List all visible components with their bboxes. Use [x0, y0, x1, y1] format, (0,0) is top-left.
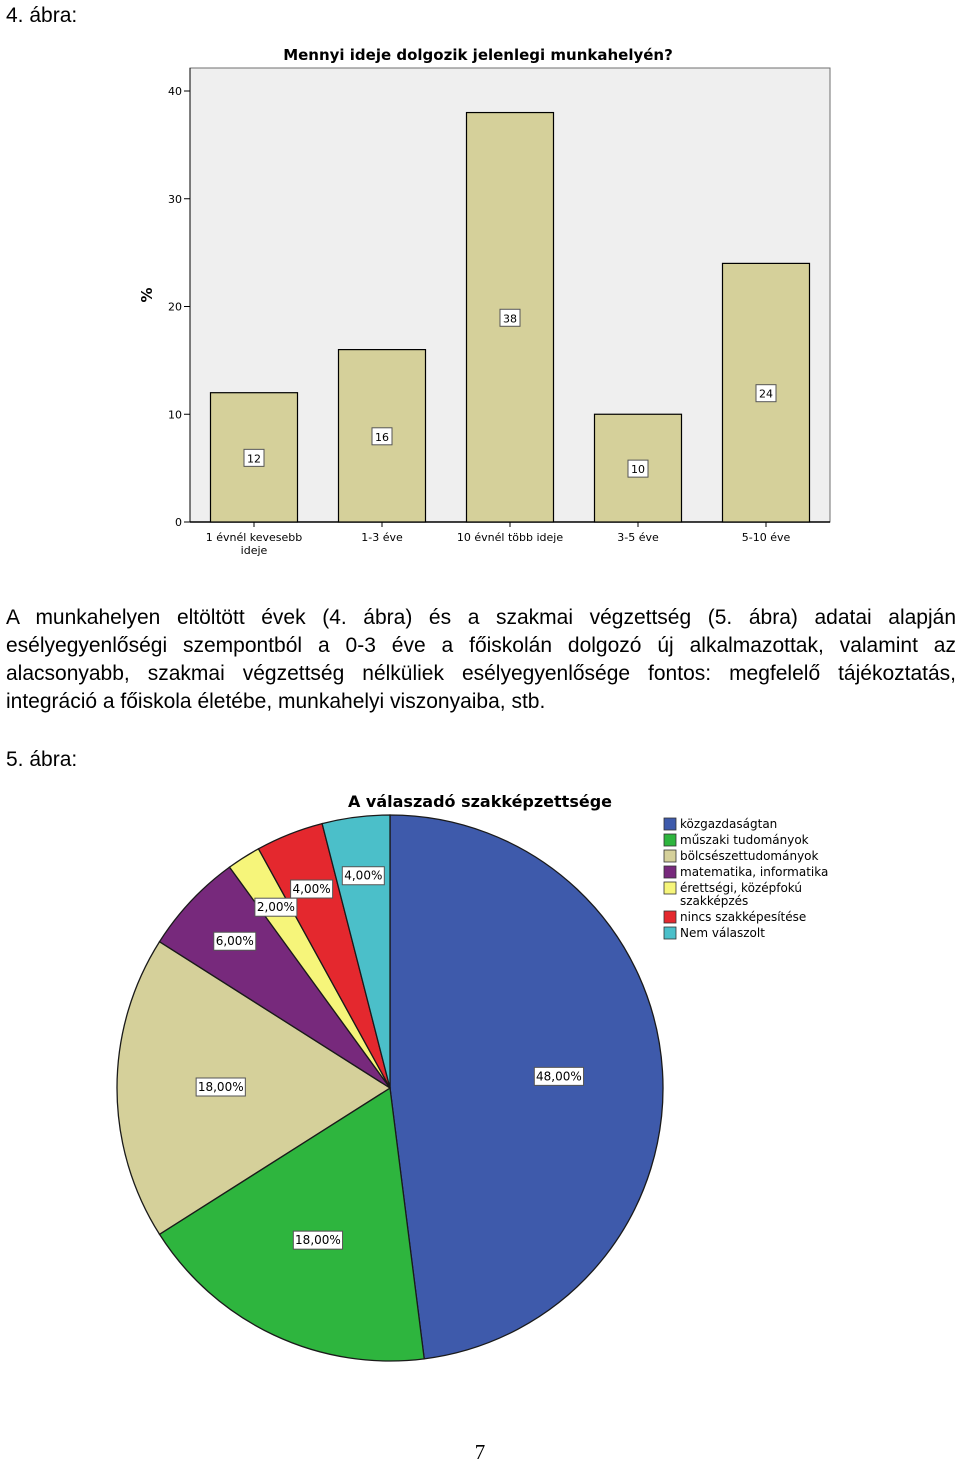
- y-tick-label: 0: [175, 516, 182, 529]
- page-number: 7: [474, 1440, 486, 1464]
- bar-chart: [0, 0, 960, 570]
- legend: [664, 817, 828, 940]
- x-tick-label: 1-3 éve: [361, 531, 403, 544]
- legend-label: közgazdaságtan: [680, 817, 778, 831]
- legend-label: nincs szakképesítése: [680, 910, 807, 924]
- data-label: 38: [503, 312, 517, 326]
- y-tick-label: 30: [168, 192, 182, 206]
- pie-data-label: 18,00%: [197, 1080, 244, 1094]
- y-tick-label: 20: [168, 300, 182, 314]
- legend-label: műszaki tudományok: [680, 833, 809, 847]
- pie-data-label: 6,00%: [215, 934, 254, 949]
- pie-data-label: 2,00%: [256, 900, 295, 915]
- legend-label: Nem válaszolt: [680, 926, 765, 940]
- legend-swatch: [664, 818, 676, 830]
- pie-data-label: 4,00%: [292, 882, 331, 897]
- legend-label: szakképzés: [680, 894, 749, 908]
- legend-swatch: [664, 882, 676, 894]
- pie-data-label: 4,00%: [344, 868, 383, 883]
- x-tick-labels: [206, 522, 791, 557]
- pie-data-label: 48,00%: [536, 1069, 582, 1084]
- data-label: 12: [247, 452, 261, 466]
- legend-label: érettségi, középfokú: [680, 881, 802, 895]
- chart-title: Mennyi ideje dolgozik jelenlegi munkahelyén?: [283, 46, 673, 64]
- data-label: 16: [375, 430, 389, 444]
- data-label: 10: [631, 463, 645, 477]
- y-tick-label: 10: [168, 408, 182, 422]
- y-tick-label: 40: [168, 85, 182, 98]
- y-axis-label: %: [138, 287, 156, 303]
- figure-4-caption: 4. ábra:: [6, 4, 78, 27]
- legend-swatch: [664, 850, 676, 862]
- legend-swatch: [664, 866, 676, 878]
- legend-swatch: [664, 911, 676, 923]
- pie-data-label: 18,00%: [295, 1233, 341, 1248]
- legend-swatch: [664, 927, 676, 939]
- x-tick-label: 3-5 éve: [617, 531, 659, 544]
- x-tick-label: 1 évnél kevesebb: [205, 531, 303, 544]
- body-paragraph: A munkahelyen eltöltött évek (4. ábra) és a szakmai végzettség (5. ábra) adatai alapján esélyegyenlőségi szempontból a 0-3 éve a főiskolán dolgozó új alkalmazottak, valamint az alacsonyabb, szakmai végzettség nélküliek esélyegyenlősége fontos: megfelelő tájékoztatás, integráció a főiskola életébe, munkahelyi viszonyaiba, stb.: [6, 606, 956, 713]
- pie-chart: [0, 780, 960, 1380]
- pie-slice: [390, 815, 663, 1359]
- x-tick-label: 5-10 éve: [741, 531, 791, 544]
- chart-title: A válaszadó szakképzettsége: [347, 792, 613, 811]
- data-label: 24: [759, 387, 773, 401]
- legend-label: bölcsészettudományok: [680, 849, 819, 863]
- x-tick-label: ideje: [240, 544, 268, 557]
- figure-5-caption: 5. ábra:: [6, 748, 78, 771]
- legend-swatch: [664, 834, 676, 846]
- x-tick-label: 10 évnél több ideje: [456, 531, 564, 544]
- legend-label: matematika, informatika: [680, 865, 829, 879]
